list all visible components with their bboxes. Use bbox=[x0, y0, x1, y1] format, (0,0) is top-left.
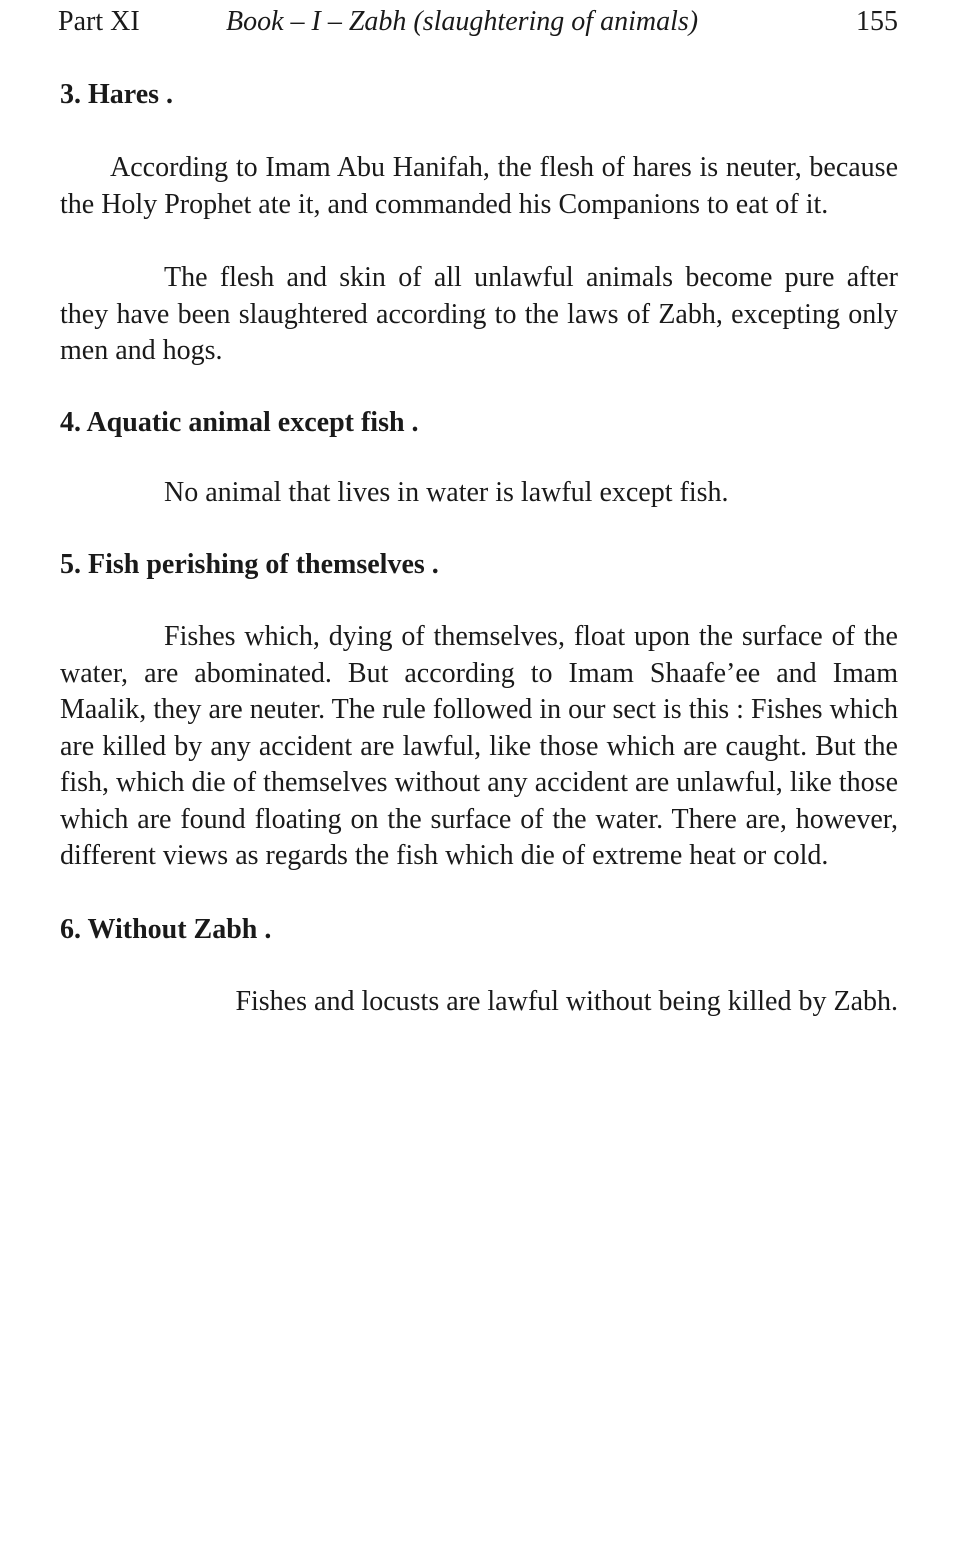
spacer bbox=[60, 370, 898, 404]
spacer bbox=[60, 442, 898, 475]
section-heading-hares: 3. Hares . bbox=[60, 79, 174, 110]
paragraph-hares: According to Imam Abu Hanifah, the flesh of hares is neuter, because the Holy Prophet ate it, and commanded his Companions to eat of it. bbox=[60, 152, 898, 220]
section-heading-fish-perishing: 5. Fish perishing of themselves . bbox=[60, 549, 439, 580]
spacer bbox=[60, 875, 898, 911]
book-title: Book – I – Zabh (slaughtering of animals) bbox=[226, 6, 699, 37]
page-number: 155 bbox=[856, 6, 898, 37]
paragraph-without-zabh: Fishes and locusts are lawful without being killed by Zabh. bbox=[235, 985, 898, 1017]
spacer bbox=[60, 949, 898, 984]
part-label: Part XI bbox=[58, 6, 140, 37]
spacer bbox=[60, 114, 898, 150]
paragraph-fish-perishing: Fishes which, dying of themselves, float upon the surface of the water, are abominated. But according to Imam Shaafe’ee and Imam Maalik, they are neuter. The rule followed in our sect is this : Fishes which are killed by any accident are lawful, like those which are caught. But the fish, which die of themselves without any accident are unlawful, like those which are found floating on the surface of the water. There are, however, different views as regards the fish which die of extreme heat or cold. bbox=[60, 621, 898, 871]
paragraph-unlawful-animals: The flesh and skin of all unlawful animals become pure after they have been slaughtered according to the laws of Zabh, excepting only men and hogs. bbox=[60, 262, 898, 366]
spacer bbox=[60, 584, 898, 619]
section-heading-without-zabh: 6. Without Zabh . bbox=[60, 913, 272, 945]
spacer bbox=[60, 223, 898, 260]
running-header bbox=[58, 2, 898, 42]
section-heading-aquatic: 4. Aquatic animal except fish . bbox=[60, 406, 419, 438]
spacer bbox=[60, 511, 898, 546]
paragraph-aquatic: No animal that lives in water is lawful except fish. bbox=[164, 476, 729, 508]
page-body bbox=[60, 76, 898, 1020]
